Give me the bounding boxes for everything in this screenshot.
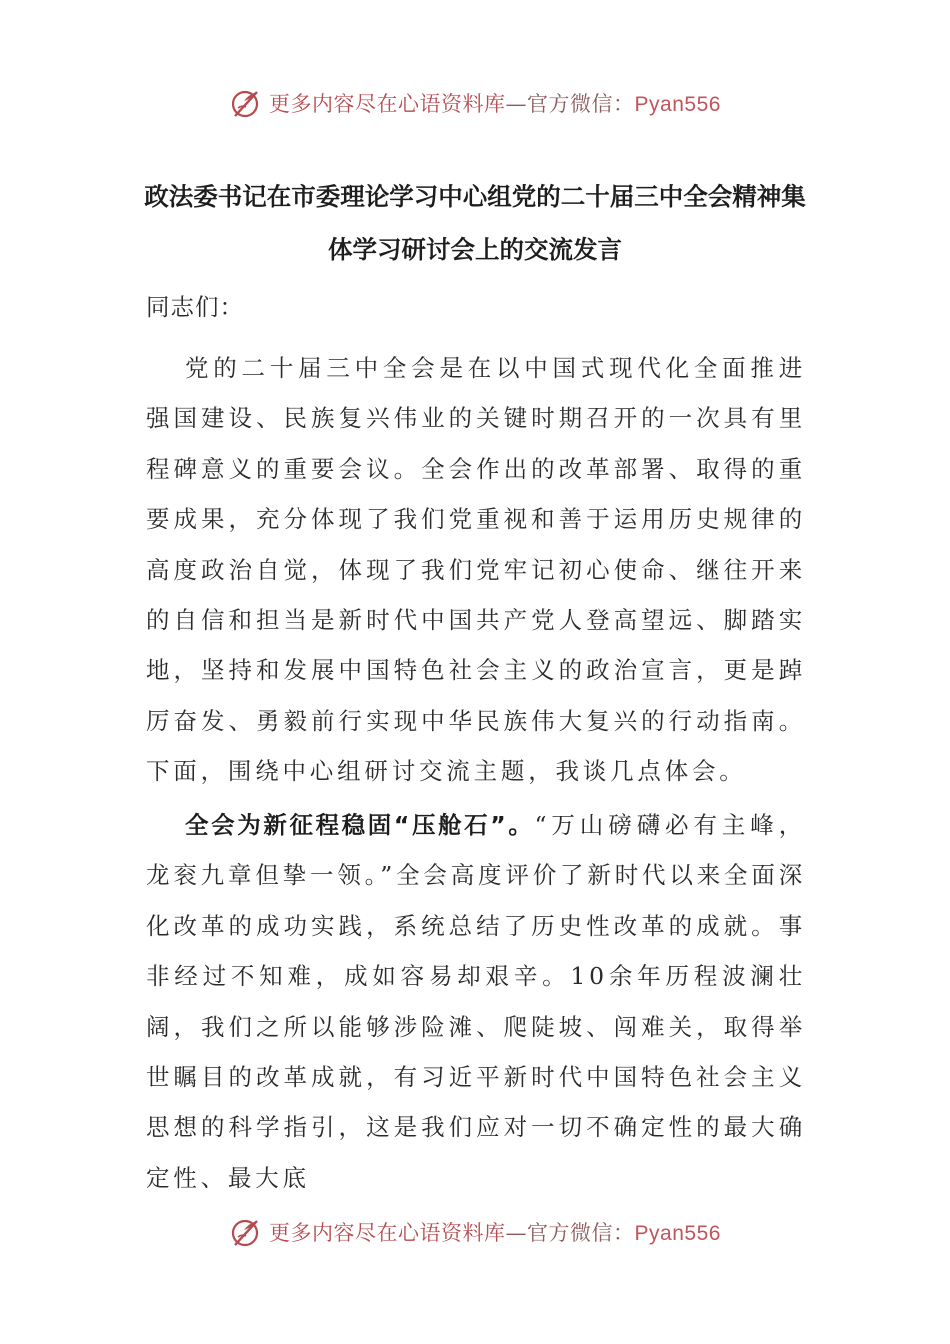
watermark-banner-top bbox=[0, 83, 950, 123]
watermark-main-text: 更多内容尽在心语资料库 bbox=[269, 1221, 506, 1245]
quill-logo-icon bbox=[229, 1215, 263, 1249]
watermark-separator: — bbox=[505, 92, 528, 116]
watermark-text bbox=[269, 1217, 721, 1247]
watermark-wechat-id: Pyan556 bbox=[634, 93, 721, 116]
watermark-banner-bottom bbox=[0, 1212, 950, 1252]
watermark-wechat-id: Pyan556 bbox=[634, 1222, 721, 1245]
quill-logo-icon bbox=[229, 86, 263, 120]
paragraph-lead-heading: 全会为新征程稳固“压舱石”。 bbox=[185, 811, 535, 839]
document-title: 政法委书记在市委理论学习中心组党的二十届三中全会精神集体学习研讨会上的交流发言 bbox=[144, 182, 806, 264]
watermark-text bbox=[269, 88, 721, 118]
body-paragraph-2 bbox=[146, 800, 806, 1203]
watermark-separator: — bbox=[505, 1221, 528, 1245]
watermark-wechat-label: 官方微信： bbox=[527, 92, 635, 116]
body-paragraph-1: 党的二十届三中全会是在以中国式现代化全面推进强国建设、民族复兴伟业的关键时期召开的一次具有里程碑意义的重要会议。全会作出的改革部署、取得的重要成果，充分体现了我们党重视和善于运用历史规律的高度政治自觉，体现了我们党牢记初心使命、继往开来的自信和担当是新时代中国共产党人登高望远、脚踏实地，坚持和发展中国特色社会主义的政治宣言，更是踔厉奋发、勇毅前行实现中华民族伟大复兴的行动指南。下面，围绕中心组研讨交流主题，我谈几点体会。 bbox=[146, 354, 806, 786]
salutation: 同志们： bbox=[146, 293, 244, 321]
watermark-main-text: 更多内容尽在心语资料库 bbox=[269, 92, 506, 116]
paragraph-body-text: “万山磅礴必有主峰，龙衮九章但挚一领。”全会高度评价了新时代以来全面深化改革的成功实践，系统总结了历史性改革的成就。事非经过不知难，成如容易却艰辛。10余年历程波澜壮阔，我们之所以能够涉险滩、爬陡坡、闯难关，取得举世瞩目的改革成就，有习近平新时代中国特色社会主义思想的科学指引，这是我们应对一切不确定性的最大确定性、最大底 bbox=[146, 811, 806, 1192]
watermark-wechat-label: 官方微信： bbox=[527, 1221, 635, 1245]
